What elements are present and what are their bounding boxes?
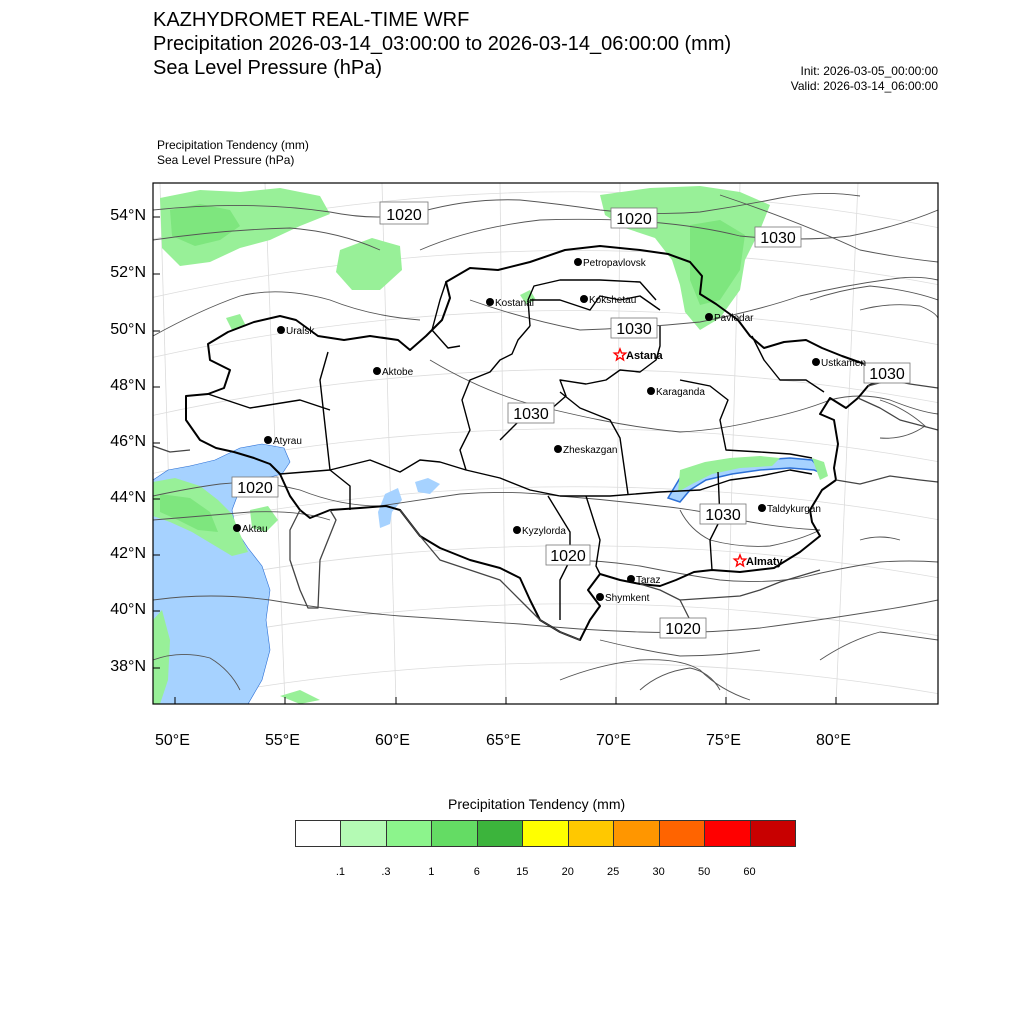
city-label: Petropavlovsk (583, 258, 646, 269)
isobar-label: 1030 (760, 230, 796, 247)
city-label: Astana (626, 350, 663, 362)
city-dot (647, 387, 655, 395)
colorbar-tick-label: 50 (697, 866, 711, 878)
city-label: Atyrau (273, 436, 302, 447)
colorbar-labels (0, 866, 1024, 882)
chart-title-line1: KAZHYDROMET REAL-TIME WRF (153, 9, 470, 31)
colorbar-tick-label: .3 (381, 866, 391, 878)
city-dot (596, 593, 604, 601)
lon-label-70: 70°E (596, 732, 631, 749)
city-label: Ustkamen (821, 358, 867, 369)
isobar-label: 1020 (665, 621, 701, 638)
isobar-label: 1030 (869, 366, 905, 383)
colorbar-swatch (295, 820, 341, 847)
colorbar-tick-label: 6 (473, 866, 480, 878)
init-time: Init: 2026-03-05_00:00:00 (800, 64, 938, 78)
city-label: Karaganda (656, 387, 705, 398)
city-dot (264, 436, 272, 444)
isobar-label: 1030 (513, 406, 549, 423)
colorbar-tick-label: .1 (335, 866, 346, 878)
lon-label-80: 80°E (816, 732, 851, 749)
city-label: Kostanai (495, 298, 534, 309)
city-dot (554, 445, 562, 453)
lat-label-50: 50°N (110, 321, 146, 338)
chart-title-line3: Sea Level Pressure (hPa) (153, 57, 383, 79)
city-dot (373, 367, 381, 375)
isobar-label: 1030 (705, 507, 741, 524)
chart-title-line2: Precipitation 2026-03-14_03:00:00 to 2026-03-14_06:00:00 (mm) (153, 33, 732, 55)
field-label-slp: Sea Level Pressure (hPa) (157, 153, 295, 167)
lon-label-60: 60°E (375, 732, 410, 749)
city-dot (513, 526, 521, 534)
colorbar-swatch (750, 820, 796, 847)
lat-label-54: 54°N (110, 207, 146, 224)
lat-label-52: 52°N (110, 264, 146, 281)
city-dot (705, 313, 713, 321)
colorbar-swatch (659, 820, 705, 847)
city-dot (580, 295, 588, 303)
lon-label-65: 65°E (486, 732, 521, 749)
city-label: Shymkent (605, 593, 650, 604)
colorbar-tick-label: 25 (607, 866, 620, 878)
lon-label-75: 75°E (706, 732, 741, 749)
isobar-label: 1020 (616, 211, 652, 228)
lat-label-44: 44°N (110, 489, 146, 506)
lat-label-38: 38°N (110, 658, 146, 675)
graticule (150, 183, 940, 706)
city-label: Taldykurgan (767, 504, 821, 515)
colorbar-swatch (386, 820, 432, 847)
capital-star-icon (734, 555, 745, 566)
valid-time: Valid: 2026-03-14_06:00:00 (790, 79, 938, 93)
lat-label-42: 42°N (110, 545, 146, 562)
isobar-label: 1020 (237, 480, 273, 497)
colorbar-tick-label: 30 (652, 866, 665, 878)
lat-label-46: 46°N (110, 433, 146, 450)
city-dot (233, 524, 241, 532)
city-label: Pavlodar (714, 313, 754, 324)
colorbar-swatch (704, 820, 750, 847)
city-dot (574, 258, 582, 266)
city-dot (812, 358, 820, 366)
city-label: Aktobe (382, 367, 414, 378)
colorbar-swatch (522, 820, 568, 847)
isobar-label: 1020 (550, 548, 586, 565)
city-label: Kokshetau (589, 295, 637, 306)
city-dot (627, 575, 635, 583)
colorbar (295, 820, 795, 847)
city-label: Zheskazgan (563, 445, 618, 456)
city-label: Uralsk (286, 326, 315, 337)
field-label-precip: Precipitation Tendency (mm) (157, 138, 309, 152)
colorbar-tick-label: 1 (428, 866, 435, 878)
colorbar-swatch (568, 820, 614, 847)
lat-label-40: 40°N (110, 601, 146, 618)
colorbar-tick-label: 20 (561, 866, 574, 878)
colorbar-swatch (431, 820, 477, 847)
colorbar-swatch (340, 820, 386, 847)
colorbar-title: Precipitation Tendency (mm) (448, 796, 626, 812)
city-dot (277, 326, 285, 334)
colorbar-tick-label: 15 (516, 866, 529, 878)
isobar-labels (232, 202, 910, 638)
lon-label-55: 55°E (265, 732, 300, 749)
lat-label-48: 48°N (110, 377, 146, 394)
city-label: Taraz (636, 575, 661, 586)
colorbar-swatch (613, 820, 659, 847)
city-label: Almaty (746, 556, 783, 568)
city-dot (758, 504, 766, 512)
map-canvas (150, 183, 940, 706)
isobar-label: 1030 (616, 321, 652, 338)
colorbar-tick-label: 60 (743, 866, 756, 878)
lon-label-50: 50°E (155, 732, 190, 749)
city-dot (486, 298, 494, 306)
city-label: Aktau (242, 524, 268, 535)
capital-star-icon (614, 349, 625, 360)
colorbar-swatch (477, 820, 523, 847)
isobar-label: 1020 (386, 207, 422, 224)
city-label: Kyzylorda (522, 526, 566, 537)
